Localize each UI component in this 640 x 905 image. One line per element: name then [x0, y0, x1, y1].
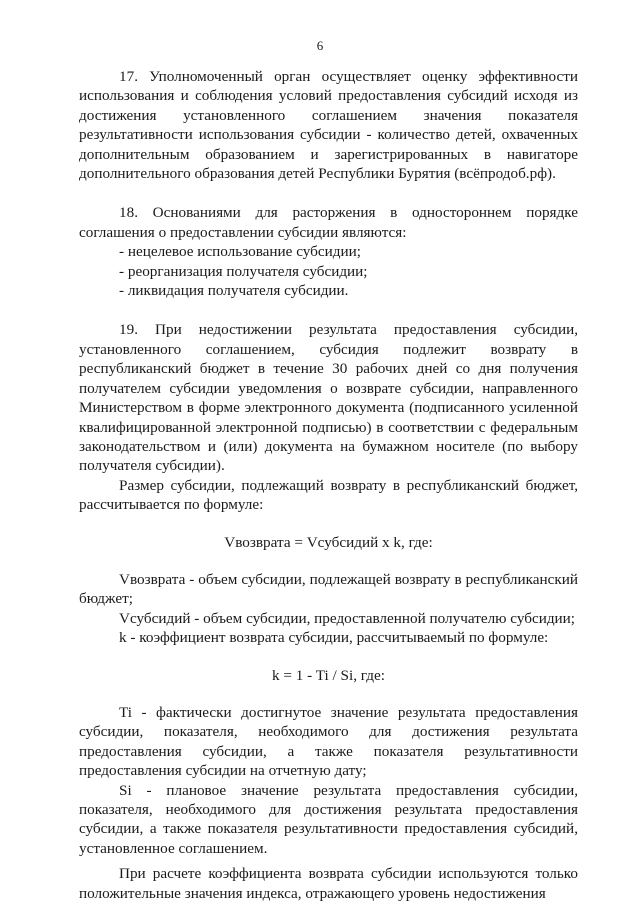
document-body: [79, 67, 578, 903]
paragraph-last: При расчете коэффициента возврата субсидии используются только положительные значения индекса, отражающего уровень недостижения: [79, 865, 578, 902]
paragraph-17: 17. Уполномоченный орган осуществляет оценку эффективности использования и соблюдения условий предоставления субсидий исходя из достижения установленного соглашением значения показателя результативности использования субсидии - количество детей, охваченных дополнительным образованием и зарегистрированных в навигаторе дополнительного образования детей Республики Бурятия (всёпродоб.рф).: [79, 68, 578, 183]
definition-k: k - коэффициент возврата субсидии, рассчитываемый по формуле:: [119, 629, 549, 647]
formula-return-volume: Vвозврата = Vсубсидий x k, где:: [224, 533, 433, 551]
paragraph-19: 19. При недостижении результата предоставления субсидии, установленного соглашением, субсидия подлежит возврату в республиканский бюджет в течение 30 рабочих дней со дня получения получателем субсидии уведомления о возврате субсидии, направленного Министерством в форме электронного документа (подписанного усиленной квалифицированной электронной подписью) в соответствии с федеральным законодательством и (или) документа на бумажном носителе (по выбору получателя субсидии).: [79, 321, 578, 475]
definition-vsubsidiy: Vсубсидий - объем субсидии, предоставленной получателю субсидии;: [119, 609, 576, 627]
paragraph-18: 18. Основаниями для расторжения в одностороннем порядке соглашения о предоставлении субсидии являются:: [79, 204, 578, 241]
formula-coefficient: k = 1 - Ti / Si, где:: [272, 666, 385, 684]
definition-si: Si - плановое значение результата предоставления субсидии, показателя, необходимого для достижения результата предоставления субсидии, а также показателя результативности предоставления субсидий, установленное соглашением.: [79, 781, 578, 857]
list-item: - нецелевое использование субсидии;: [119, 243, 361, 261]
definition-ti: Ti - фактически достигнутое значение результата предоставления субсидии, показателя, необходимого для достижения результата предоставления субсидии, а также показателя результативности предоставления субсидии на отчетную дату;: [79, 703, 578, 780]
page-number: 6: [316, 38, 324, 53]
list-item: - реорганизация получателя субсидии;: [119, 262, 368, 280]
list-item: - ликвидация получателя субсидии.: [119, 282, 349, 300]
definition-vvozvrata: Vвозврата - объем субсидии, подлежащей возврату в республиканский бюджет;: [79, 570, 578, 608]
paragraph-19-size: Размер субсидии, подлежащий возврату в республиканский бюджет, рассчитывается по формуле:: [79, 476, 578, 514]
